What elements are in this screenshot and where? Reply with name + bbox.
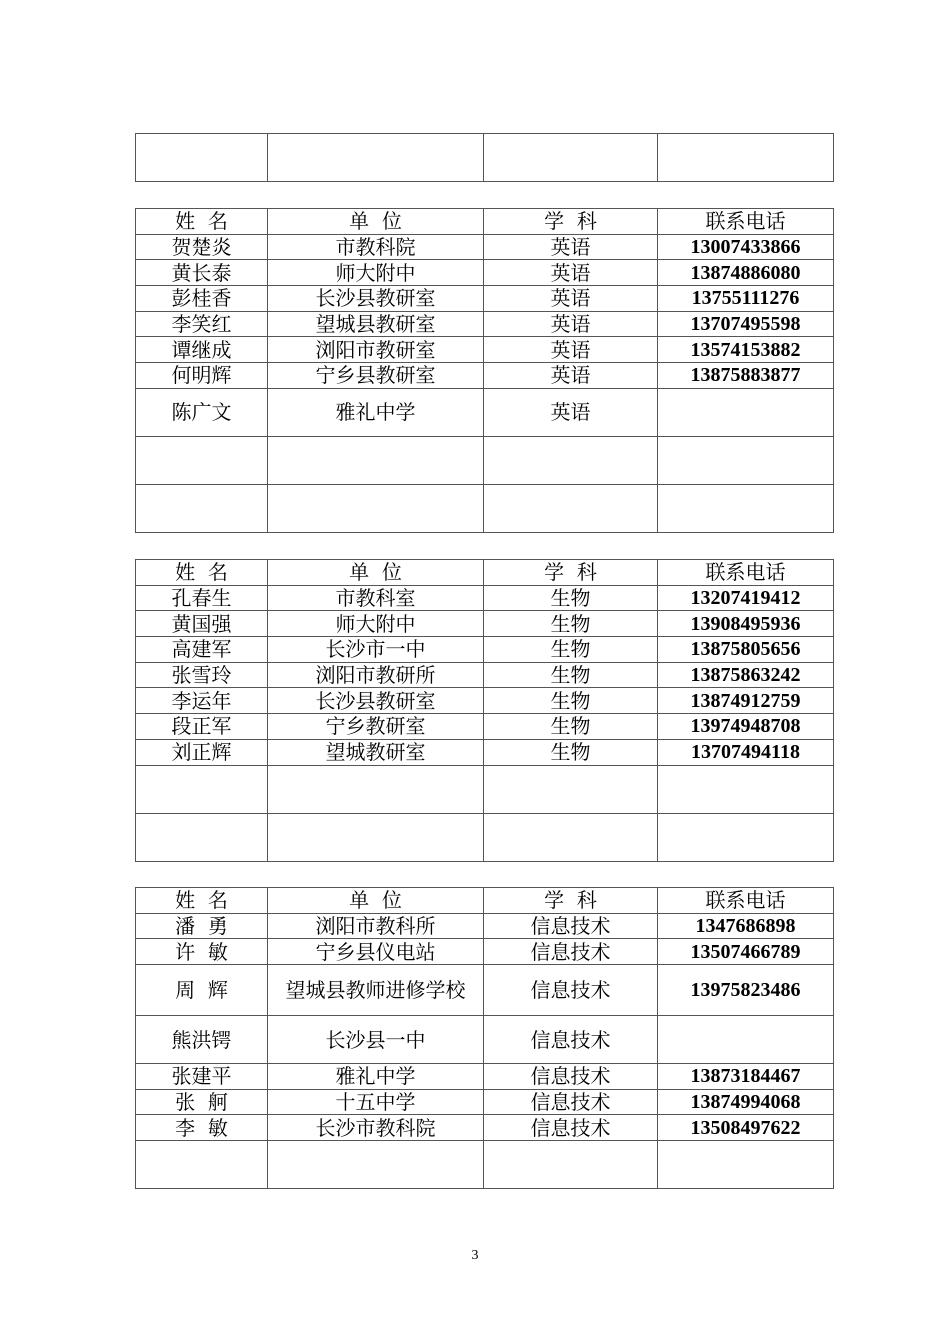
- header-unit: 单 位: [268, 560, 484, 586]
- cell-subject: 信息技术: [484, 913, 658, 939]
- cell-phone: 13207419412: [658, 585, 834, 611]
- cell-unit: 长沙县教研室: [268, 286, 484, 312]
- cell-unit: 宁乡县仪电站: [268, 939, 484, 965]
- cell-unit: 长沙市一中: [268, 637, 484, 663]
- cell-name: 段正军: [136, 714, 268, 740]
- cell-name: 黄长泰: [136, 260, 268, 286]
- table-row: [136, 311, 834, 337]
- cell-subject: 信息技术: [484, 1064, 658, 1090]
- table-row: [136, 1016, 834, 1064]
- cell-phone: 13507466789: [658, 939, 834, 965]
- cell-name: 陈广文: [136, 388, 268, 436]
- header-subject: 学 科: [484, 888, 658, 914]
- cell-phone: 13007433866: [658, 234, 834, 260]
- cell-subject: 生物: [484, 739, 658, 765]
- empty-row: [136, 484, 834, 532]
- cell-subject: 信息技术: [484, 1016, 658, 1064]
- empty-row: [136, 436, 834, 484]
- empty-row: [136, 1141, 834, 1189]
- cell-unit: 师大附中: [268, 611, 484, 637]
- cell-name: 何明辉: [136, 363, 268, 389]
- cell-name: 彭桂香: [136, 286, 268, 312]
- it-teachers-table: [135, 887, 834, 1189]
- cell-phone: 13974948708: [658, 714, 834, 740]
- header-unit: 单 位: [268, 209, 484, 235]
- cell-phone: 13574153882: [658, 337, 834, 363]
- cell-subject: 生物: [484, 688, 658, 714]
- cell-subject: 英语: [484, 388, 658, 436]
- cell-subject: 生物: [484, 662, 658, 688]
- cell-unit: 市教科院: [268, 234, 484, 260]
- cell-name: 张建平: [136, 1064, 268, 1090]
- header-row: [136, 560, 834, 586]
- cell-subject: 生物: [484, 637, 658, 663]
- cell-subject: 生物: [484, 714, 658, 740]
- cell-subject: 英语: [484, 260, 658, 286]
- header-unit: 单 位: [268, 888, 484, 914]
- header-row: [136, 888, 834, 914]
- header-name: 姓 名: [136, 888, 268, 914]
- cell-phone: 13707495598: [658, 311, 834, 337]
- cell-phone: 13707494118: [658, 739, 834, 765]
- cell-unit: 浏阳市教科所: [268, 913, 484, 939]
- table-row: [136, 337, 834, 363]
- header-phone: 联系电话: [658, 888, 834, 914]
- table-row: [136, 1115, 834, 1141]
- cell-phone: 13874886080: [658, 260, 834, 286]
- cell-subject: 英语: [484, 337, 658, 363]
- cell-unit: 浏阳市教研所: [268, 662, 484, 688]
- cell-name: 周 辉: [136, 965, 268, 1016]
- cell-unit: 雅礼中学: [268, 388, 484, 436]
- cell-phone: 13873184467: [658, 1064, 834, 1090]
- table-row: [136, 286, 834, 312]
- cell-subject: 英语: [484, 363, 658, 389]
- cell-phone: 13508497622: [658, 1115, 834, 1141]
- cell-subject: 信息技术: [484, 939, 658, 965]
- table-row: [136, 739, 834, 765]
- cell-unit: 浏阳市教研室: [268, 337, 484, 363]
- cell-unit: 雅礼中学: [268, 1064, 484, 1090]
- cell-name: 张 舸: [136, 1089, 268, 1115]
- cell-name: 李运年: [136, 688, 268, 714]
- cell-phone: 1347686898: [658, 913, 834, 939]
- table-row: [136, 260, 834, 286]
- table-row: [136, 1089, 834, 1115]
- cell-unit: 长沙市教科院: [268, 1115, 484, 1141]
- cell-name: 贺楚炎: [136, 234, 268, 260]
- table-row: [136, 585, 834, 611]
- table-row: [136, 637, 834, 663]
- cell-subject: 信息技术: [484, 1115, 658, 1141]
- cell-phone: 13875863242: [658, 662, 834, 688]
- header-phone: 联系电话: [658, 209, 834, 235]
- cell-unit: 望城县教研室: [268, 311, 484, 337]
- cell-phone: [658, 388, 834, 436]
- table-row: [136, 388, 834, 436]
- cell-name: 李 敏: [136, 1115, 268, 1141]
- cell-name: 刘正辉: [136, 739, 268, 765]
- cell-name: 高建军: [136, 637, 268, 663]
- page-number: 3: [471, 1248, 479, 1263]
- header-subject: 学 科: [484, 560, 658, 586]
- english-teachers-table: [135, 208, 834, 533]
- header-subject: 学 科: [484, 209, 658, 235]
- cell-subject: 生物: [484, 611, 658, 637]
- cell-unit: 师大附中: [268, 260, 484, 286]
- cell-phone: 13755111276: [658, 286, 834, 312]
- cell-phone: 13875805656: [658, 637, 834, 663]
- cell-unit: 十五中学: [268, 1089, 484, 1115]
- cell-phone: 13875883877: [658, 363, 834, 389]
- table-row: [136, 913, 834, 939]
- cell-subject: 信息技术: [484, 965, 658, 1016]
- cell-name: 李笑红: [136, 311, 268, 337]
- header-name: 姓 名: [136, 560, 268, 586]
- empty-row: [136, 813, 834, 861]
- empty-row: [136, 765, 834, 813]
- biology-teachers-table: [135, 559, 834, 862]
- cell-name: 谭继成: [136, 337, 268, 363]
- table-row: [136, 714, 834, 740]
- cell-phone: [658, 1016, 834, 1064]
- cell-phone: 13908495936: [658, 611, 834, 637]
- cell-subject: 英语: [484, 311, 658, 337]
- cell-subject: 生物: [484, 585, 658, 611]
- cell-unit: 宁乡县教研室: [268, 363, 484, 389]
- table-row: [136, 234, 834, 260]
- cell-subject: 英语: [484, 234, 658, 260]
- cell-unit: 望城教研室: [268, 739, 484, 765]
- cell-phone: 13975823486: [658, 965, 834, 1016]
- header-row: [136, 209, 834, 235]
- table-row: [136, 965, 834, 1016]
- cell-unit: 长沙县教研室: [268, 688, 484, 714]
- empty-row: [136, 134, 834, 182]
- table-row: [136, 662, 834, 688]
- table-row: [136, 939, 834, 965]
- cell-name: 孔春生: [136, 585, 268, 611]
- cell-subject: 信息技术: [484, 1089, 658, 1115]
- cell-name: 熊洪锷: [136, 1016, 268, 1064]
- cell-unit: 望城县教师进修学校: [268, 965, 484, 1016]
- cell-phone: 13874994068: [658, 1089, 834, 1115]
- cell-subject: 英语: [484, 286, 658, 312]
- table-row: [136, 363, 834, 389]
- cell-phone: 13874912759: [658, 688, 834, 714]
- table-row: [136, 688, 834, 714]
- carryover-table: [135, 133, 834, 182]
- cell-unit: 市教科室: [268, 585, 484, 611]
- table-row: [136, 611, 834, 637]
- cell-unit: 长沙县一中: [268, 1016, 484, 1064]
- header-phone: 联系电话: [658, 560, 834, 586]
- cell-name: 许 敏: [136, 939, 268, 965]
- header-name: 姓 名: [136, 209, 268, 235]
- table-row: [136, 1064, 834, 1090]
- cell-name: 张雪玲: [136, 662, 268, 688]
- cell-name: 潘 勇: [136, 913, 268, 939]
- cell-unit: 宁乡教研室: [268, 714, 484, 740]
- cell-name: 黄国强: [136, 611, 268, 637]
